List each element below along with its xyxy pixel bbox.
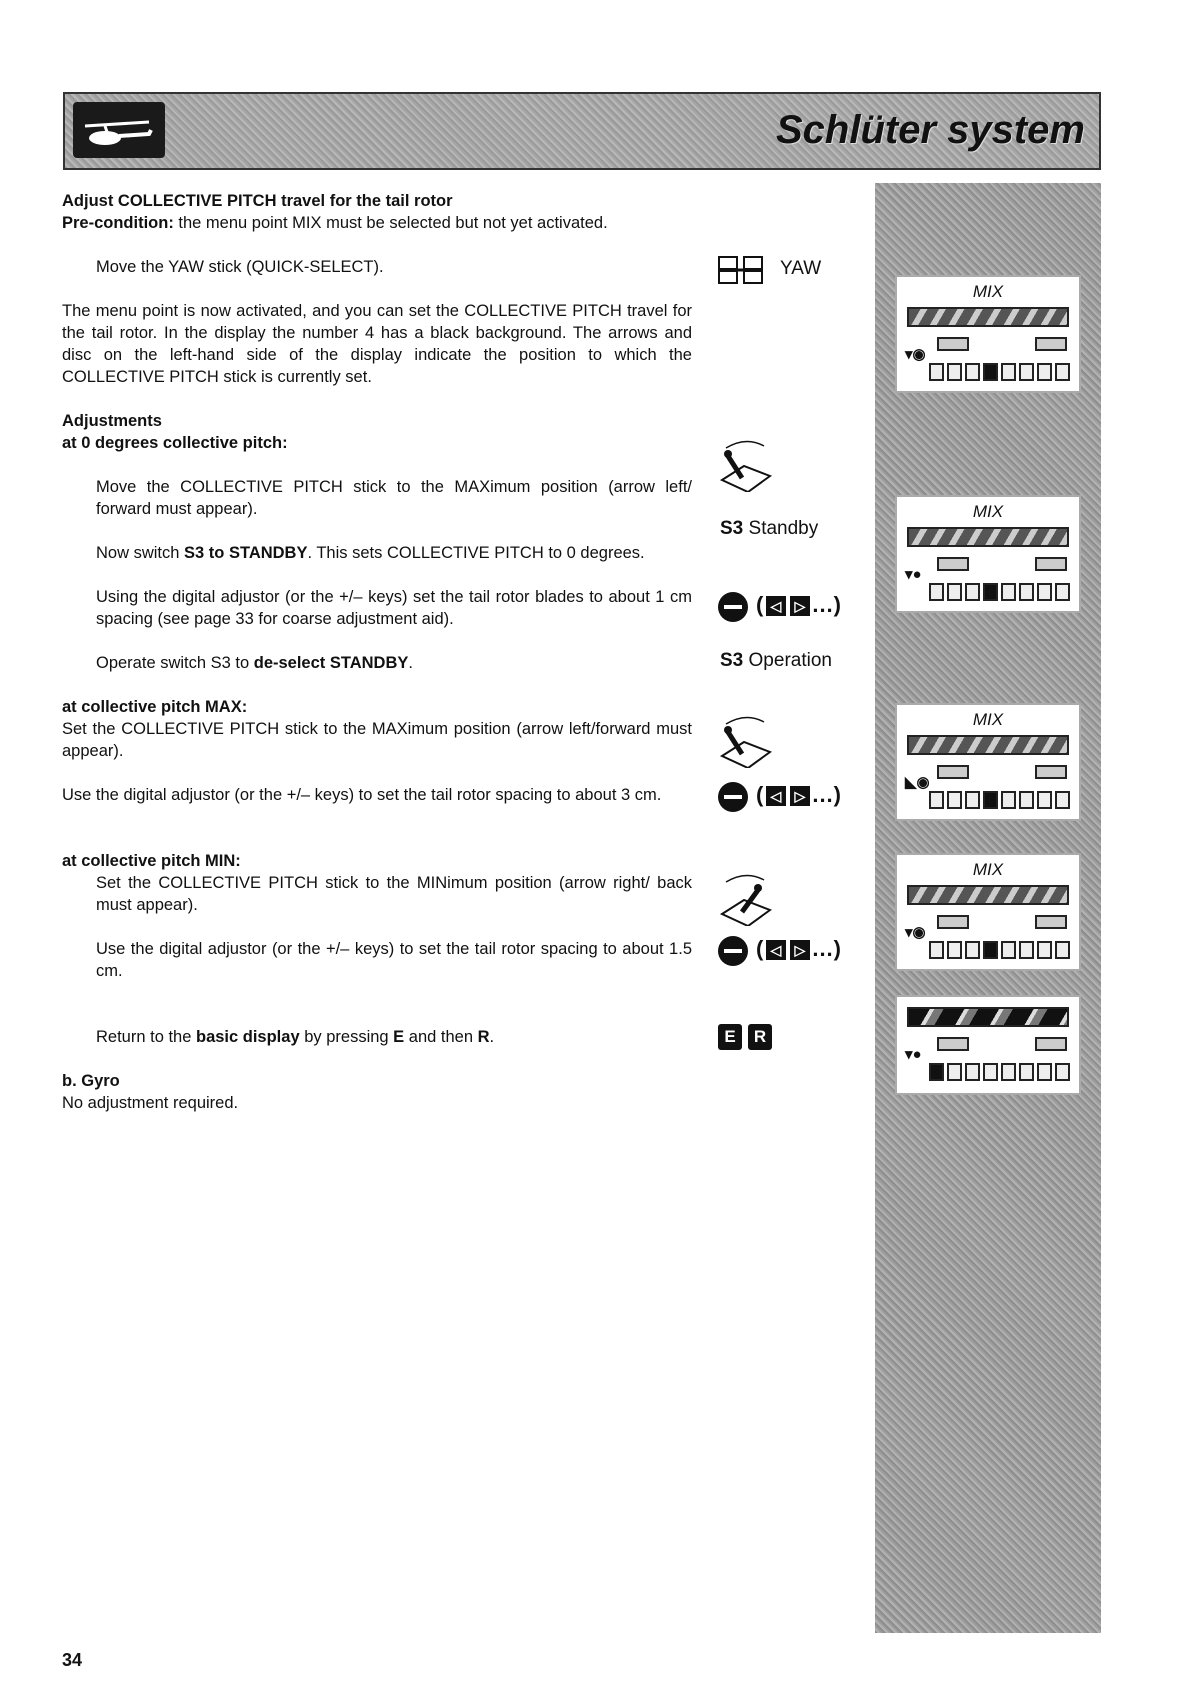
lcd-small-box: [937, 915, 969, 929]
adjustor-open: (: [756, 936, 765, 961]
lcd-arrow-icon: ◣◉: [905, 774, 930, 791]
right-key-icon: ▷: [790, 786, 810, 806]
return-prefix: Return to the: [96, 1028, 196, 1046]
lcd-small-box: [937, 1037, 969, 1051]
lcd-display-3: [895, 703, 1081, 821]
precondition: [62, 212, 608, 234]
lcd-bar: [907, 1007, 1069, 1027]
return-suffix: .: [489, 1028, 495, 1046]
lcd-arrow-icon: ▾●: [905, 1046, 922, 1063]
yaw-label: YAW: [780, 258, 822, 279]
lcd-display-4: [895, 853, 1081, 971]
key-group: [718, 1024, 778, 1050]
lcd-mix-label: MIX: [972, 282, 1004, 301]
header-band: [63, 92, 1101, 170]
helicopter-icon: [73, 102, 165, 158]
zero-step2-bold: S3 to STANDBY: [184, 544, 308, 562]
adjustor-keys: [756, 782, 842, 808]
step-move-yaw: Move the YAW stick (QUICK-SELECT).: [96, 258, 384, 276]
adjustor-close: ...): [812, 782, 842, 807]
sidebar: [875, 183, 1101, 1633]
gyro-heading: b. Gyro: [62, 1072, 120, 1090]
pitch-stick-min-icon: [718, 870, 772, 931]
lcd-display-2: [895, 495, 1081, 613]
zero-step2-suffix: . This sets COLLECTIVE PITCH to 0 degrees.: [307, 544, 645, 562]
adjustor-open: (: [756, 782, 765, 807]
left-key-icon: ◁: [766, 786, 786, 806]
gyro-text: No adjustment required.: [62, 1094, 239, 1112]
lcd-arrow-icon: ▾◉: [905, 924, 926, 941]
lcd-cells: [929, 1063, 1070, 1081]
lcd-mix-label: MIX: [972, 710, 1004, 729]
right-key-icon: ▷: [790, 596, 810, 616]
section-heading: Adjust COLLECTIVE PITCH travel for the tail rotor: [62, 192, 453, 210]
adjustor-close: ...): [812, 936, 842, 961]
zero-step4-bold: de-select STANDBY: [253, 654, 409, 672]
key-e-icon: E: [718, 1024, 742, 1050]
lcd-bar: [907, 307, 1069, 327]
lcd-mix-label: MIX: [972, 860, 1004, 879]
return-bold: basic display: [195, 1028, 300, 1046]
adjustor-open: (: [756, 592, 765, 617]
lcd-cells: [929, 791, 1070, 809]
adjustor-close: ...): [812, 592, 842, 617]
subheading-max: at collective pitch MAX:: [62, 698, 248, 716]
zero-step4-prefix: Operate switch S3 to: [96, 654, 254, 672]
zero-step4-suffix: .: [408, 654, 413, 672]
adjustments-heading: Adjustments: [62, 412, 162, 430]
lcd-bar: [907, 885, 1069, 905]
adjustor-keys: [756, 592, 842, 618]
page-number: 34: [62, 1650, 83, 1670]
lcd-small-box: [937, 557, 969, 571]
return-step: [96, 1026, 494, 1048]
min-step2: Use the digital adjustor (or the +/– keys) to set the tail rotor spacing to about 1.5 cm.: [96, 940, 692, 980]
s3-label: S3: [720, 518, 744, 539]
return-key-r: R: [477, 1028, 490, 1046]
pitch-stick-max-icon: [718, 712, 772, 773]
precondition-label: Pre-condition:: [62, 214, 174, 232]
max-step1: Set the COLLECTIVE PITCH stick to the MAXimum position (arrow left/forward must appear).: [62, 720, 692, 760]
lcd-bar: [907, 735, 1069, 755]
s3-standby: [720, 518, 818, 540]
lcd-arrow-icon: ▾●: [905, 566, 922, 583]
lcd-cells: [929, 941, 1070, 959]
zero-step2: [96, 542, 645, 564]
s3-operation: [720, 650, 832, 672]
lcd-arrow-icon: ▾◉: [905, 346, 926, 363]
lcd-small-box: [937, 337, 969, 351]
lcd-small-box: [1035, 337, 1067, 351]
subheading-min: at collective pitch MIN:: [62, 852, 241, 870]
adjustor-keys: [756, 936, 842, 962]
lcd-mix-label: MIX: [972, 502, 1004, 521]
return-and: and then: [404, 1028, 478, 1046]
yaw-stick-icon: [718, 256, 764, 289]
s3-value: Standby: [748, 518, 819, 539]
s3-label: S3: [720, 650, 744, 671]
s3-value: Operation: [748, 650, 832, 671]
lcd-small-box: [1035, 557, 1067, 571]
activated-paragraph: The menu point is now activated, and you can set the COLLECTIVE PITCH travel for the tail rotor. In the display the number 4 has a black background. The arrows and disc on the left-hand side of the display indicate the position to which the COLLECTIVE PITCH stick is currently set.: [62, 302, 692, 386]
zero-step1: Move the COLLECTIVE PITCH stick to the MAXimum position (arrow left/ forward must appear).: [96, 478, 692, 518]
zero-step2-prefix: Now switch: [96, 544, 185, 562]
digital-adjustor-icon: [718, 782, 748, 812]
lcd-cells: [929, 583, 1070, 601]
digital-adjustor-icon: [718, 936, 748, 966]
max-step2: Use the digital adjustor (or the +/– keys) to set the tail rotor spacing to about 3 cm.: [62, 786, 662, 804]
zero-step4: [96, 652, 413, 674]
min-step1: Set the COLLECTIVE PITCH stick to the MINimum position (arrow right/ back must appear).: [96, 874, 692, 914]
subheading-zero: at 0 degrees collective pitch:: [62, 434, 288, 452]
return-mid: by pressing: [299, 1028, 394, 1046]
lcd-bar: [907, 527, 1069, 547]
pitch-stick-max-icon: [718, 436, 772, 497]
page-title: Schlüter system: [775, 108, 1085, 152]
zero-step3: Using the digital adjustor (or the +/– keys) set the tail rotor blades to about 1 cm spacing (see page 33 for coarse adjustment aid).: [96, 588, 692, 628]
lcd-small-box: [937, 765, 969, 779]
lcd-cells: [929, 363, 1070, 381]
left-key-icon: ◁: [766, 940, 786, 960]
precondition-text: the menu point MIX must be selected but not yet activated.: [173, 214, 608, 232]
digital-adjustor-icon: [718, 592, 748, 622]
lcd-display-basic: [895, 995, 1081, 1095]
return-key-e: E: [393, 1028, 405, 1046]
lcd-small-box: [1035, 765, 1067, 779]
lcd-small-box: [1035, 1037, 1067, 1051]
lcd-small-box: [1035, 915, 1067, 929]
key-r-icon: R: [748, 1024, 772, 1050]
right-key-icon: ▷: [790, 940, 810, 960]
left-key-icon: ◁: [766, 596, 786, 616]
lcd-display-1: [895, 275, 1081, 393]
